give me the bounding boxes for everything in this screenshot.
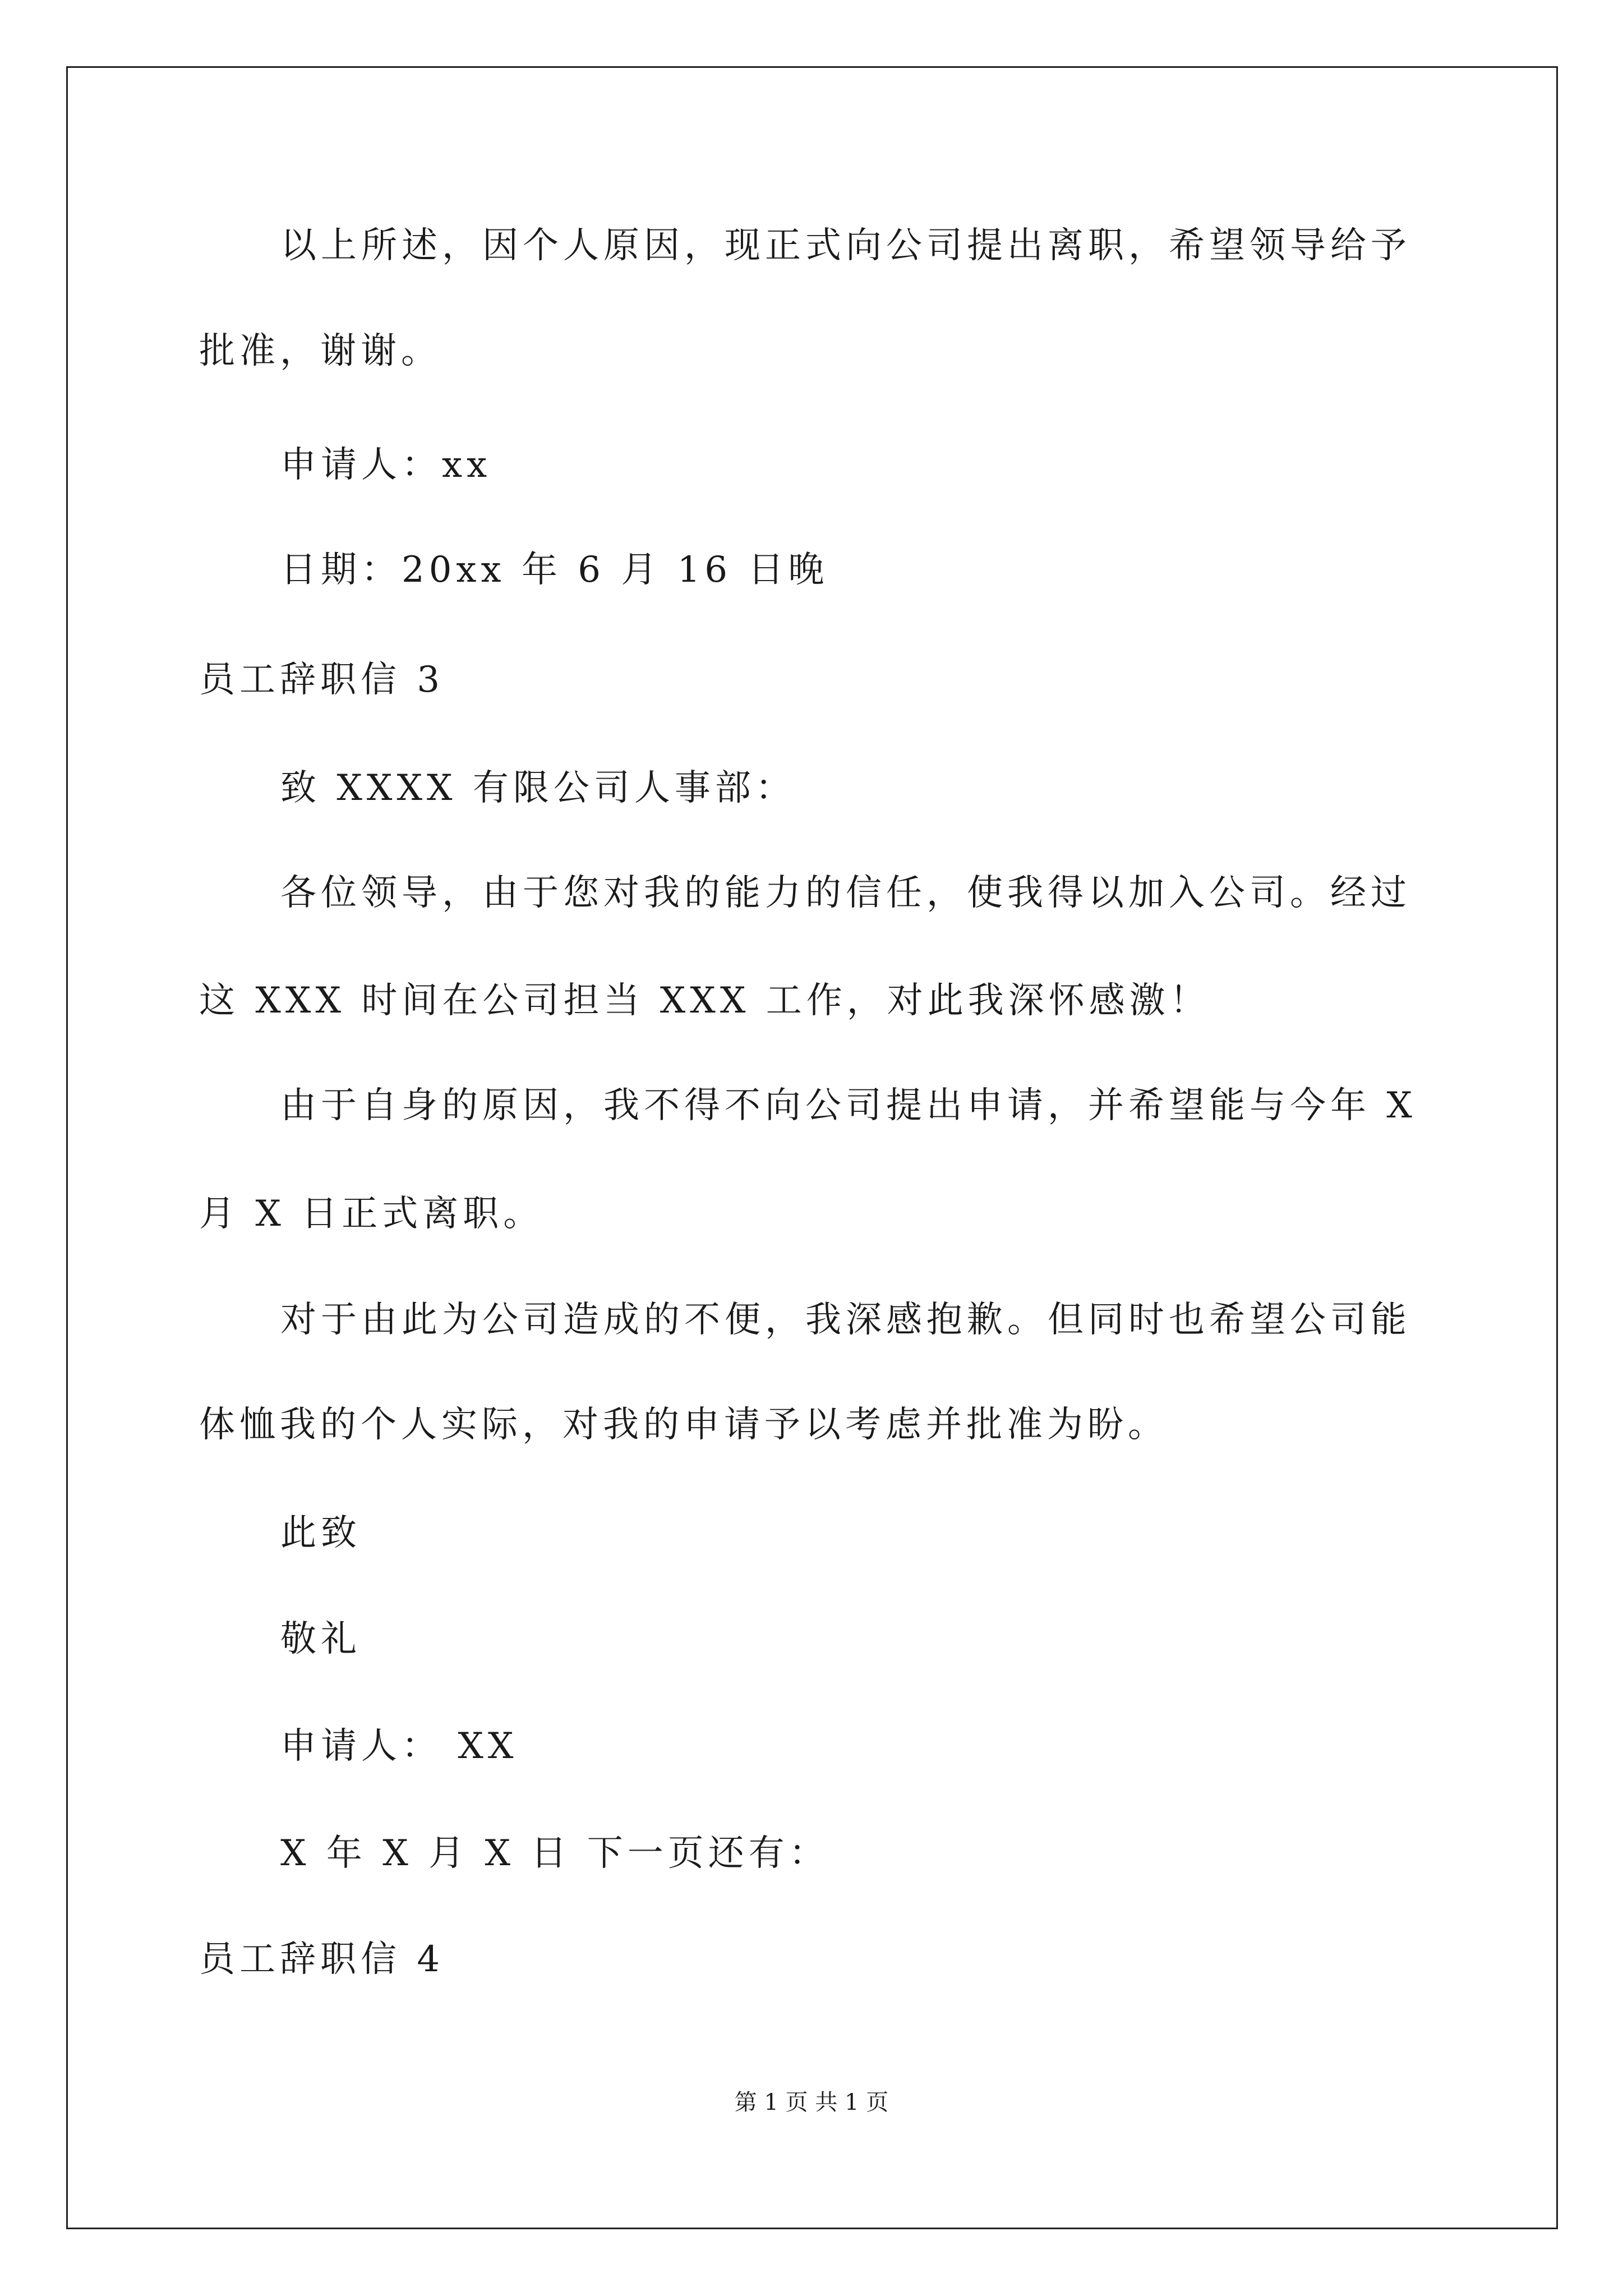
salutation-line: 致 XXXX 有限公司人事部： xyxy=(280,767,796,809)
closing-line: 此致 xyxy=(280,1512,361,1554)
date-line: 日期：20xx 年 6 月 16 日晚 xyxy=(280,549,829,591)
paragraph-line: 体恤我的个人实际，对我的申请予以考虑并批准为盼。 xyxy=(199,1404,1168,1446)
section-heading: 员工辞职信 3 xyxy=(199,659,445,701)
paragraph-line: 批准，谢谢。 xyxy=(199,330,441,372)
page-border xyxy=(66,66,1558,2229)
paragraph-line: 对于由此为公司造成的不便，我深感抱歉。但同时也希望公司能 xyxy=(280,1299,1411,1341)
paragraph-line: 月 X 日正式离职。 xyxy=(199,1193,544,1235)
paragraph-line: 各位领导，由于您对我的能力的信任，使我得以加入公司。经过 xyxy=(280,872,1411,914)
page-footer: 第 1 页 共 1 页 xyxy=(734,2090,889,2115)
applicant-line: 申请人：xx xyxy=(280,444,492,486)
date-line: X 年 X 月 X 日 下一页还有： xyxy=(280,1833,829,1874)
applicant-line: 申请人： XX xyxy=(280,1726,518,1767)
paragraph-line: 由于自身的原因，我不得不向公司提出申请，并希望能与今年 X xyxy=(280,1085,1417,1126)
closing-line: 敬礼 xyxy=(280,1618,361,1660)
section-heading: 员工辞职信 4 xyxy=(199,1939,445,1980)
paragraph-line: 以上所述，因个人原因，现正式向公司提出离职，希望领导给予 xyxy=(280,225,1411,266)
paragraph-line: 这 XXX 时间在公司担当 XXX 工作，对此我深怀感激！ xyxy=(199,980,1210,1022)
